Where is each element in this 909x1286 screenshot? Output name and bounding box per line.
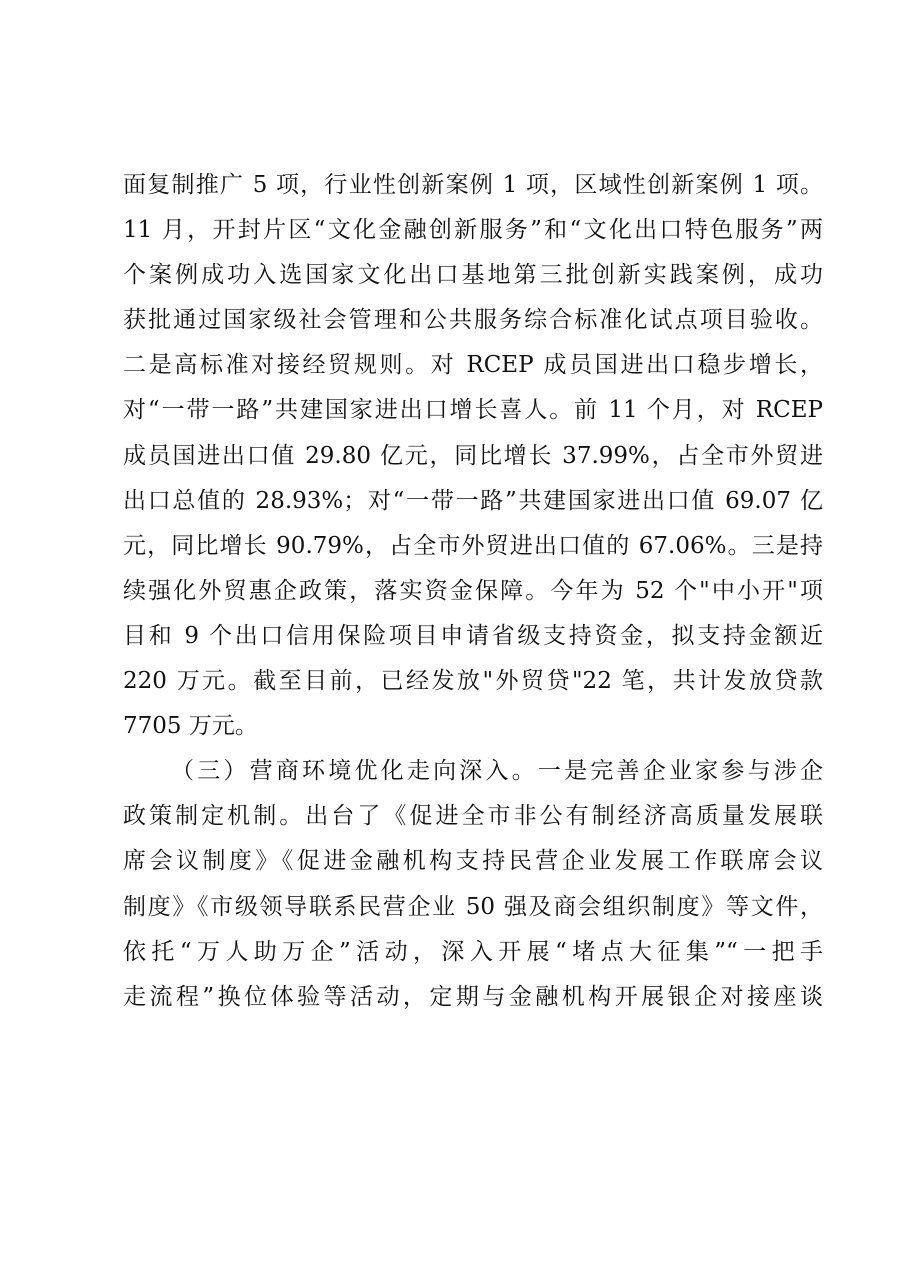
text-line: 走流程”换位体验等活动，定期与金融机构开展银企对接座谈 — [123, 983, 823, 1010]
text-line: 二是高标准对接经贸规则。对 RCEP 成员国进出口稳步增长， — [123, 352, 823, 379]
text-line: 制度》《市级领导联系民营企业 50 强及商会组织制度》等文件， — [123, 893, 823, 920]
text-line: 7705 万元。 — [123, 713, 258, 740]
text-line: 11 月，开封片区“文化金融创新服务”和“文化出口特色服务”两 — [123, 217, 823, 244]
text-line: 续强化外贸惠企政策，落实资金保障。今年为 52 个"中小开"项 — [123, 577, 823, 604]
text-line: 个案例成功入选国家文化出口基地第三批创新实践案例，成功 — [123, 262, 823, 289]
document-body — [123, 163, 823, 1020]
text-line: 依托“万人助万企”活动，深入开展“堵点大征集”“一把手 — [123, 938, 823, 965]
text-line: 席会议制度》《促进金融机构支持民营企业发展工作联席会议 — [123, 848, 823, 875]
text-line: 220 万元。截至目前，已经发放"外贸贷"22 笔，共计发放贷款 — [123, 668, 823, 695]
text-line: 政策制定机制。出台了《促进全市非公有制经济高质量发展联 — [123, 803, 823, 830]
text-line: 成员国进出口值 29.80 亿元，同比增长 37.99%，占全市外贸进 — [123, 442, 823, 469]
section-heading-line: （三）营商环境优化走向深入。一是完善企业家参与涉企 — [171, 758, 823, 785]
text-line: 出口总值的 28.93%；对“一带一路”共建国家进出口值 69.07 亿 — [123, 487, 823, 514]
text-line: 元，同比增长 90.79%，占全市外贸进出口值的 67.06%。三是持 — [123, 532, 823, 559]
text-line: 面复制推广 5 项，行业性创新案例 1 项，区域性创新案例 1 项。 — [123, 172, 823, 198]
text-line: 目和 9 个出口信用保险项目申请省级支持资金，拟支持金额近 — [123, 622, 823, 649]
text-line: 获批通过国家级社会管理和公共服务综合标准化试点项目验收。 — [123, 307, 823, 334]
text-line: 对“一带一路”共建国家进出口增长喜人。前 11 个月，对 RCEP — [123, 397, 823, 424]
